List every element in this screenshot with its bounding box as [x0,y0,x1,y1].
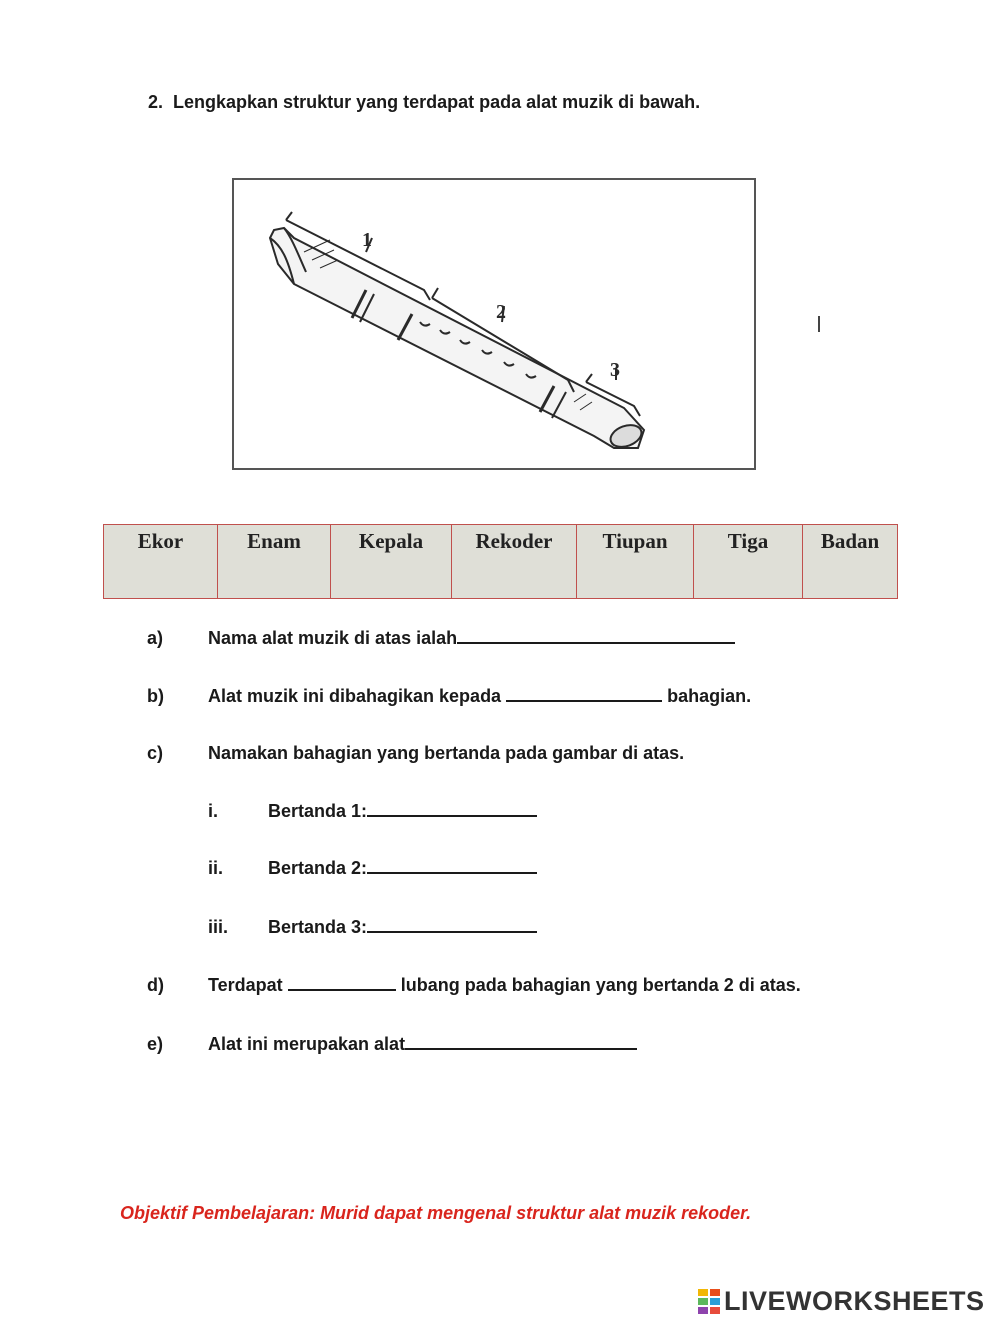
sub-item-3 [268,917,537,938]
word-bank-word: Tiga [727,529,769,553]
word-bank-cell [104,525,218,599]
question-text: Lengkapkan struktur yang terdapat pada alat muzik di bawah. [173,92,701,112]
item-c-letter: c) [147,743,164,763]
word-bank-cell [694,525,803,599]
item-c-text: Namakan bahagian yang bertanda pada gambar di atas. [208,743,685,763]
figure-label-2: 2 [496,301,506,323]
sub-item-3-text: Bertanda 3: [268,917,368,937]
item-d-text: Terdapat [208,975,283,995]
sub-item-1-text: Bertanda 1: [268,801,368,821]
item-a [208,628,735,649]
item-b-letter: b) [147,686,164,706]
item-d-letter: d) [147,975,164,995]
word-bank-word: Tiupan [602,529,668,553]
recorder-illustration [234,180,754,468]
word-bank-word: Rekoder [475,529,553,553]
item-e-letter: e) [147,1034,164,1054]
word-bank-table [103,524,898,599]
item-a-text: Nama alat muzik di atas ialah [208,628,458,648]
learning-objective: Objektif Pembelajaran: Murid dapat mengenal struktur alat muzik rekoder. [120,1203,752,1223]
recorder-body [270,228,644,451]
question-title [148,92,700,113]
item-a-blank[interactable] [457,628,735,644]
item-b-blank[interactable] [506,686,662,702]
word-bank-cell [331,525,452,599]
figure-label-1: 1 [362,229,372,251]
sub-item-2-blank[interactable] [367,858,537,874]
word-bank-row [104,525,898,599]
liveworksheets-logo-icon [698,1289,720,1315]
word-bank-word: Ekor [137,529,184,553]
word-bank-cell [577,525,694,599]
sub-item-1-blank[interactable] [367,801,537,817]
item-b-text-after: bahagian. [667,686,752,706]
sub-item-2-num: ii. [208,858,224,878]
sub-item-3-blank[interactable] [367,917,537,933]
item-e-text: Alat ini merupakan alat [208,1034,406,1054]
word-bank-word: Enam [247,529,301,553]
recorder-figure [232,178,756,470]
sub-item-2 [268,858,537,879]
question-number: 2. [148,92,164,112]
item-d-blank[interactable] [288,975,396,991]
liveworksheets-logo-text: LIVEWORKSHEETS [724,1286,985,1316]
item-c [208,743,684,764]
word-bank-cell [803,525,898,599]
item-a-letter: a) [147,628,164,648]
item-d [208,975,801,996]
word-bank-word: Badan [820,529,880,553]
word-bank-cell [452,525,577,599]
item-b [208,686,751,707]
item-d-text-after: lubang pada bahagian yang bertanda 2 di atas. [400,975,801,995]
word-bank-cell [218,525,331,599]
sub-item-2-text: Bertanda 2: [268,858,368,878]
word-bank-word: Kepala [358,529,424,553]
section-brackets [286,212,640,416]
item-e-blank[interactable] [405,1034,637,1050]
liveworksheets-logo[interactable] [698,1286,985,1317]
item-b-text: Alat muzik ini dibahagikan kepada [208,686,502,706]
stray-mark [818,316,820,332]
item-e [208,1034,637,1055]
figure-label-3: 3 [610,359,620,381]
sub-item-3-num: iii. [208,917,229,937]
sub-item-1 [268,801,537,822]
sub-item-1-num: i. [208,801,219,821]
